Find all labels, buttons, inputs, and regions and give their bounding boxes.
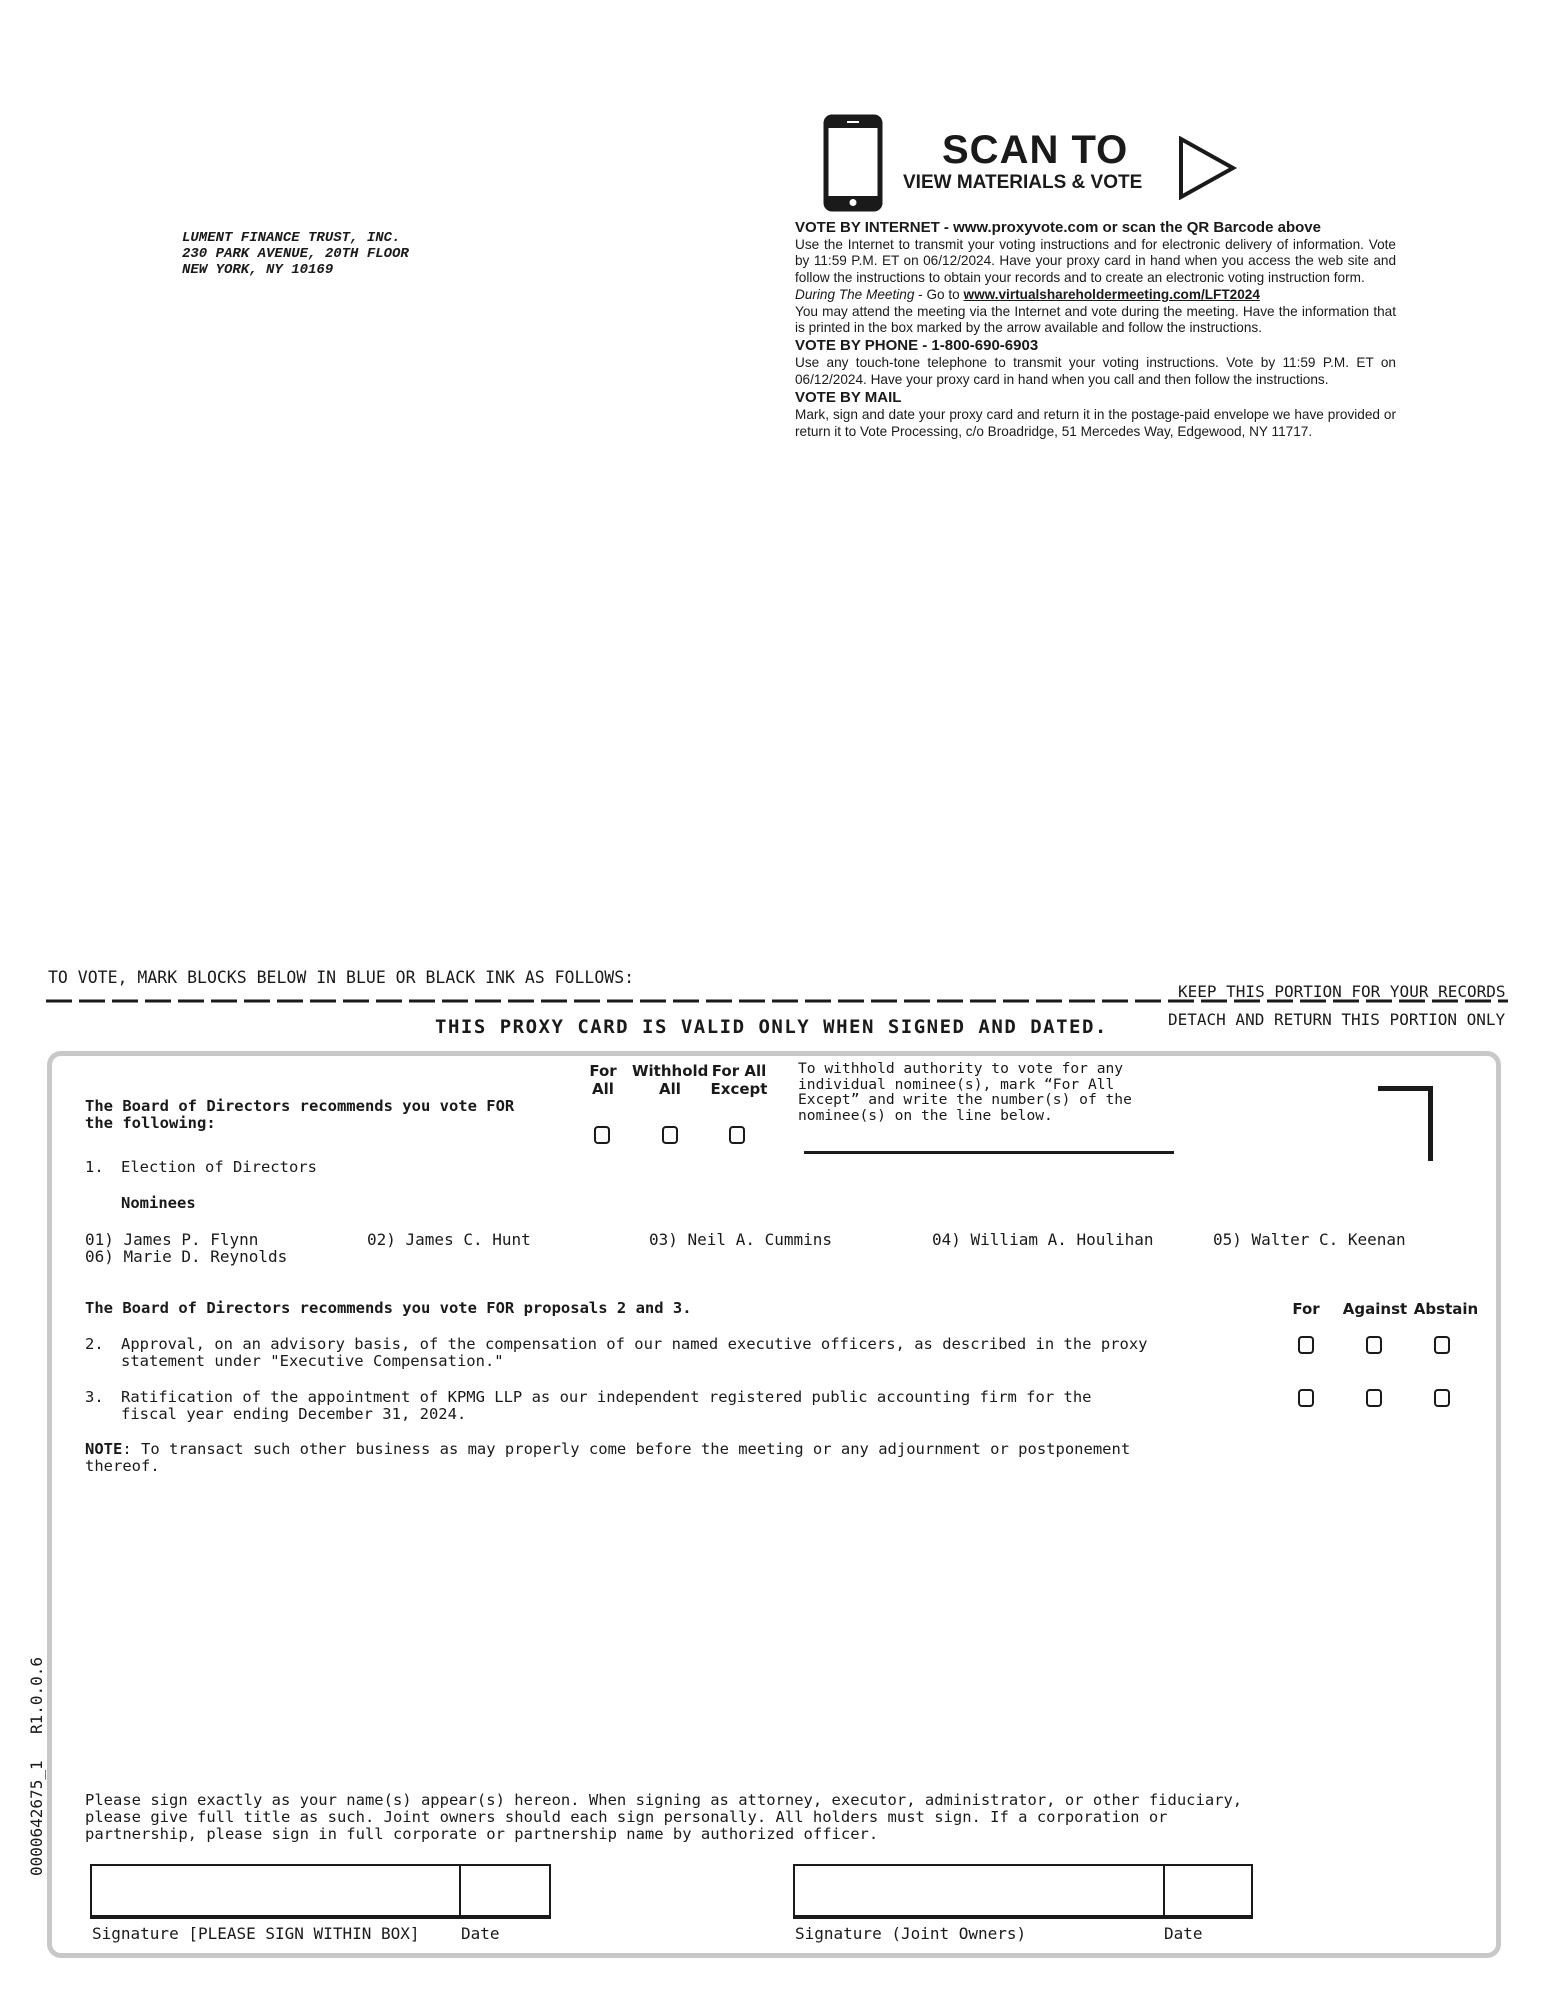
board-recommendation-23: The Board of Directors recommends you vote FOR proposals 2 and 3. bbox=[85, 1299, 692, 1317]
sign-line3: partnership, please sign in full corporate or partnership name by authorized officer. bbox=[85, 1825, 879, 1843]
col-for: For bbox=[1292, 1300, 1320, 1318]
col-except-line1: For All bbox=[711, 1062, 767, 1080]
col-for-all-line2: All bbox=[592, 1080, 614, 1098]
sender-name: LUMENT FINANCE TRUST, INC. bbox=[182, 230, 401, 246]
meeting-line bbox=[795, 287, 1396, 303]
nominee-04: 04) William A. Houlihan bbox=[932, 1230, 1154, 1249]
col-withhold-all bbox=[632, 1062, 708, 1098]
checkbox-item2-abstain[interactable] bbox=[1434, 1336, 1450, 1354]
joint-date-box[interactable] bbox=[1163, 1864, 1253, 1919]
vote-internet-text: Use the Internet to transmit your voting instructions and for electronic delivery of information. Vote by 11:59 P.M. ET on 06/12/2024. Have your proxy card in hand when you access the web site and follow the instructions to obtain your records and to create an electronic voting instruction form. bbox=[795, 237, 1396, 285]
checkbox-item2-against[interactable] bbox=[1366, 1336, 1382, 1354]
arrow-play-icon bbox=[1178, 136, 1238, 200]
withhold-note bbox=[798, 1061, 1168, 1123]
item3-line2: fiscal year ending December 31, 2024. bbox=[121, 1405, 467, 1423]
board-rec-line1: The Board of Directors recommends you vote FOR bbox=[85, 1097, 515, 1115]
phone-icon bbox=[823, 114, 883, 212]
col-withhold-line1: Withhold bbox=[632, 1062, 709, 1080]
meeting-text: You may attend the meeting via the Internet and vote during the meeting. Have the information that is printed in the box marked by the arrow available and follow the instructions. bbox=[795, 303, 1396, 336]
col-against: Against bbox=[1342, 1300, 1408, 1318]
date-label: Date bbox=[461, 1924, 500, 1943]
date-box[interactable] bbox=[459, 1864, 551, 1919]
version-code: R1.0.0.6 bbox=[27, 1656, 46, 1734]
vote-phone-text: Use any touch-tone telephone to transmit your voting instructions. Vote by 11:59 P.M. ET on 06/12/2024. Have your proxy card in hand when you call and then follow the instructions. bbox=[795, 355, 1396, 387]
nominee-01: 01) James P. Flynn bbox=[85, 1230, 259, 1249]
col-for-all bbox=[578, 1062, 628, 1098]
checkbox-item1-withhold-all[interactable] bbox=[662, 1126, 678, 1144]
except-nominee-line[interactable] bbox=[804, 1151, 1174, 1154]
signature-box[interactable] bbox=[90, 1864, 461, 1919]
sender-address-line1: 230 PARK AVENUE, 20TH FLOOR bbox=[182, 246, 409, 262]
checkbox-item1-for-all-except[interactable] bbox=[729, 1126, 745, 1144]
vote-mail-text: Mark, sign and date your proxy card and return it in the postage-paid envelope we have provided or return it to Vote Processing, c/o Broadridge, 51 Mercedes Way, Edgewood, NY 11717. bbox=[795, 407, 1396, 439]
scan-subtitle: VIEW MATERIALS & VOTE bbox=[903, 172, 1143, 193]
sign-line1: Please sign exactly as your name(s) appear(s) hereon. When signing as attorney, executor, administrator, or other fiduciary, bbox=[85, 1791, 1243, 1809]
withhold-note-line4: nominee(s) on the line below. bbox=[798, 1106, 1053, 1124]
signature-label: Signature [PLEASE SIGN WITHIN BOX] bbox=[92, 1924, 420, 1943]
note bbox=[85, 1441, 1130, 1475]
checkbox-item2-for[interactable] bbox=[1298, 1336, 1314, 1354]
note-line1 bbox=[85, 1441, 1130, 1458]
checkbox-item3-for[interactable] bbox=[1298, 1389, 1314, 1407]
col-abstain: Abstain bbox=[1413, 1300, 1479, 1318]
item1-title: Election of Directors bbox=[121, 1158, 317, 1176]
to-vote-instruction: TO VOTE, MARK BLOCKS BELOW IN BLUE OR BLACK INK AS FOLLOWS: bbox=[48, 968, 635, 987]
checkbox-item3-abstain[interactable] bbox=[1434, 1389, 1450, 1407]
item3-text bbox=[121, 1389, 1092, 1423]
meeting-goto: - Go to bbox=[914, 287, 964, 303]
valid-notice: THIS PROXY CARD IS VALID ONLY WHEN SIGNED AND DATED. bbox=[435, 1016, 1108, 1038]
checkbox-item3-against[interactable] bbox=[1366, 1389, 1382, 1407]
note-text: : To transact such other business as may properly come before the meeting or any adjournment or postponement bbox=[122, 1440, 1131, 1458]
nominee-05: 05) Walter C. Keenan bbox=[1213, 1230, 1406, 1249]
col-except-line2: Except bbox=[710, 1080, 768, 1098]
voting-instructions bbox=[795, 219, 1396, 441]
col-for-all-except bbox=[708, 1062, 770, 1098]
sender-address-line2: NEW YORK, NY 10169 bbox=[182, 262, 334, 278]
item3-line1: Ratification of the appointment of KPMG LLP as our independent registered public accounting firm for the bbox=[121, 1388, 1092, 1406]
note-label: NOTE bbox=[85, 1440, 123, 1458]
joint-date-label: Date bbox=[1164, 1924, 1203, 1943]
checkbox-item1-for-all[interactable] bbox=[594, 1126, 610, 1144]
item3-number: 3. bbox=[85, 1388, 104, 1406]
item2-number: 2. bbox=[85, 1335, 104, 1353]
detach-portion-label: DETACH AND RETURN THIS PORTION ONLY bbox=[1168, 1010, 1506, 1029]
document-code: 0000642675_1 bbox=[27, 1760, 46, 1876]
withhold-note-line1: To withhold authority to vote for any bbox=[798, 1060, 1124, 1077]
keep-portion-label: KEEP THIS PORTION FOR YOUR RECORDS bbox=[1178, 982, 1506, 1001]
vote-phone-heading: VOTE BY PHONE - 1-800-690-6903 bbox=[795, 337, 1039, 355]
scan-title: SCAN TO bbox=[942, 128, 1129, 172]
vote-internet-heading: VOTE BY INTERNET - www.proxyvote.com or scan the QR Barcode above bbox=[795, 219, 1321, 236]
board-recommendation bbox=[85, 1098, 514, 1132]
nominee-06: 06) Marie D. Reynolds bbox=[85, 1247, 288, 1266]
item2-line1: Approval, on an advisory basis, of the compensation of our named executive officers, as described in the proxy bbox=[121, 1335, 1148, 1353]
board-rec-line2: the following: bbox=[85, 1114, 216, 1132]
sign-instructions bbox=[85, 1792, 1242, 1843]
note-line2: thereof. bbox=[85, 1457, 160, 1475]
nominee-03: 03) Neil A. Cummins bbox=[649, 1230, 833, 1249]
col-withhold-line2: All bbox=[659, 1080, 681, 1098]
item1-number: 1. bbox=[85, 1158, 104, 1176]
nominee-02: 02) James C. Hunt bbox=[367, 1230, 531, 1249]
registration-corner-mark bbox=[1378, 1086, 1433, 1161]
col-for-all-line1: For bbox=[589, 1062, 617, 1080]
joint-signature-label: Signature (Joint Owners) bbox=[795, 1924, 1027, 1943]
withhold-note-line2: individual nominee(s), mark “For All bbox=[798, 1075, 1115, 1093]
vote-mail-heading: VOTE BY MAIL bbox=[795, 389, 902, 407]
sign-line2: please give full title as such. Joint owners should each sign personally. All holders must sign. If a corporation or bbox=[85, 1808, 1168, 1826]
nominees-label: Nominees bbox=[121, 1194, 196, 1212]
meeting-url-link[interactable]: www.virtualshareholdermeeting.com/LFT2024 bbox=[963, 287, 1260, 303]
item2-text bbox=[121, 1336, 1148, 1370]
joint-signature-box[interactable] bbox=[793, 1864, 1165, 1919]
sender-address bbox=[182, 230, 409, 278]
item2-line2: statement under "Executive Compensation." bbox=[121, 1352, 504, 1370]
withhold-note-line3: Except” and write the number(s) of the bbox=[798, 1091, 1132, 1108]
meeting-label: During The Meeting bbox=[795, 287, 915, 303]
